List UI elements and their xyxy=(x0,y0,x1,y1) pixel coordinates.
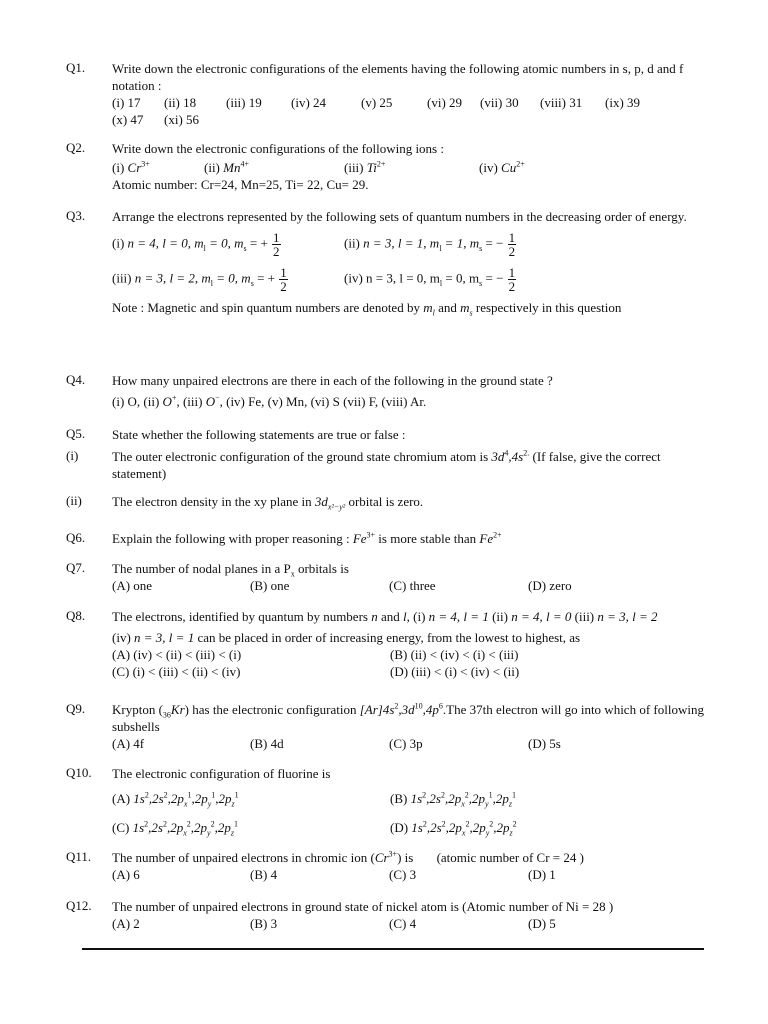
electron-count: 2 xyxy=(422,819,427,829)
question-10 xyxy=(66,765,706,836)
answer-list xyxy=(112,94,706,111)
fraction: $\frac{1}{2}$ xyxy=(508,265,516,294)
electron-count: 1 xyxy=(488,790,493,800)
orbital-term: ,2p xyxy=(190,820,208,835)
fraction: $\frac{1}{2}$ xyxy=(273,230,280,259)
question-number: Q2. xyxy=(66,140,86,155)
option[interactable]: (D) (iii) < (i) < (iv) < (ii) xyxy=(390,664,520,679)
electron-count: 2 xyxy=(512,819,517,829)
fraction: $\frac{1}{2}$ xyxy=(280,265,287,294)
question-4 xyxy=(66,372,706,410)
ion-item: (i) $Cr^{3+}$ xyxy=(112,159,150,175)
option[interactable]: (B) 3 xyxy=(250,916,278,931)
option-label: (B) xyxy=(390,791,411,806)
list-item: (ii) 18 xyxy=(164,95,197,110)
list-item: (x) 47 xyxy=(112,112,144,127)
options xyxy=(112,915,706,932)
orbital-term: ,2p xyxy=(445,820,462,835)
list-item: (vii) 30 xyxy=(480,95,519,110)
option[interactable]: (A) 4f xyxy=(112,736,145,751)
quantum-set: (iii) n = 3, l = 2, $m_l = 0$, $m_s$ = + $\frac{1}{2}$ xyxy=(112,265,287,294)
question-number: Q11. xyxy=(66,849,92,864)
orbital-subscript: x xyxy=(461,799,465,809)
option[interactable]: (D) 1 xyxy=(528,867,556,882)
orbital-term: ,2s xyxy=(426,820,442,835)
orbital-term: ,2p xyxy=(492,791,509,806)
electron-count: 1 xyxy=(187,790,192,800)
orbital-term: ,2p xyxy=(468,791,486,806)
option-label: (C) xyxy=(112,820,133,835)
species-list: (i) O, (ii) O+, (iii) O−, (iv) Fe, (v) Mn, (vi) S (vii) F, (viii) Ar. xyxy=(112,393,427,409)
orbital-term: ,2p xyxy=(444,791,462,806)
options xyxy=(112,646,706,663)
option[interactable] xyxy=(390,790,516,807)
option[interactable]: (D) zero xyxy=(528,578,572,593)
option[interactable]: (B) 4 xyxy=(250,867,278,882)
orbital-term: ,2p xyxy=(214,820,231,835)
option[interactable]: (A) one xyxy=(112,578,153,593)
question-11 xyxy=(66,849,706,883)
ion-item: (iii) $Ti^{2+}$ xyxy=(344,159,386,175)
electron-count: 2 xyxy=(464,790,469,800)
question-number: Q4. xyxy=(66,372,86,387)
question-2 xyxy=(66,140,706,193)
electron-count: 2 xyxy=(144,819,149,829)
question-text: How many unpaired electrons are there in each of the following in the ground state ? xyxy=(112,373,553,388)
list-item: (i) 17 xyxy=(112,95,141,110)
ion-item: (ii) $Mn^{4+}$ xyxy=(204,159,249,175)
electron-count: 1 xyxy=(211,790,216,800)
orbital-term: ,2s xyxy=(426,791,441,806)
option[interactable]: (D) 5s xyxy=(528,736,561,751)
question-text: State whether the following statements are true or false : xyxy=(112,427,406,442)
option[interactable]: (B) one xyxy=(250,578,290,593)
orbital-subscript: y xyxy=(485,799,489,809)
question-8: Q8. The electrons, identified by quantum by numbers n and l, (i) n = 4, l = 1 (ii) n = 4, l = 0 (iii) n = 3, l = 2 (iv) n = 3, l = 1 can be placed in order of increasing energy, from the lowest to highest, as (A) (iv) < (ii) < (iii) < (i) (B) (ii) < (iv) < (i) < (iii) (C) (i) < (iii) < (ii) < (iv) (D) (iii) < (i) < (iv) < (ii) xyxy=(66,608,706,680)
orbital-subscript: z xyxy=(230,828,234,838)
fraction: $\frac{1}{2}$ xyxy=(508,230,516,259)
option[interactable]: (A) (iv) < (ii) < (iii) < (i) xyxy=(112,647,242,662)
option[interactable]: (C) three xyxy=(389,578,436,593)
option[interactable]: (B) (ii) < (iv) < (i) < (iii) xyxy=(390,647,519,662)
question-number: Q1. xyxy=(66,60,86,75)
question-text: Krypton $(_{36}Kr)$ has the electronic configuration $[Ar]4s^2,3d^{10},4p^6.The$ 37th electron will go into which of following subshells xyxy=(112,701,704,734)
orbital-term: ,2p xyxy=(493,820,510,835)
option[interactable]: (D) 5 xyxy=(528,916,556,931)
orbital-term: ,2p xyxy=(166,820,184,835)
option[interactable] xyxy=(112,790,390,807)
list-item: (viii) 31 xyxy=(540,95,583,110)
orbital-term: ,2p xyxy=(469,820,486,835)
electron-count: 2 xyxy=(186,819,191,829)
options xyxy=(112,866,706,883)
orbital-term: ,2p xyxy=(167,791,184,806)
electron-count: 2 xyxy=(489,819,494,829)
option[interactable]: (B) 4d xyxy=(250,736,284,751)
options xyxy=(112,663,706,680)
options xyxy=(112,735,706,752)
orbital-subscript: x xyxy=(461,828,466,838)
question-number: Q10. xyxy=(66,765,92,780)
list-item: (iii) 19 xyxy=(226,95,262,110)
option[interactable]: (A) 2 xyxy=(112,916,140,931)
orbital-subscript: z xyxy=(231,799,235,809)
electron-count: 1 xyxy=(233,819,238,829)
question-text: The electronic configuration of fluorine is xyxy=(112,766,331,781)
orbital-subscript: y xyxy=(485,828,490,838)
list-item: (xi) 56 xyxy=(164,112,200,127)
orbital-term: ,2s xyxy=(148,820,163,835)
orbital-subscript: y xyxy=(207,799,212,809)
question-text: Write down the electronic configurations of the following ions : xyxy=(112,141,444,156)
electron-count: 2 xyxy=(440,790,445,800)
question-text: The electrons, identified by quantum by numbers n and l, (i) n = 4, l = 1 (ii) n = 4, l = 0 (iii) n = 3, l = 2 xyxy=(112,609,658,624)
question-5-item-i: (i) The outer electronic configuration of the ground state chromium atom is $3d^4,4s^{2.}$ (If false, give the correct statement) xyxy=(66,448,661,481)
orbital-subscript: z xyxy=(508,799,512,809)
electron-count: 2 xyxy=(465,819,470,829)
quantum-set: (iv) n = 3, l = 0, $m_l = 0$, $m_s$ = − $\frac{1}{2}$ xyxy=(344,265,516,294)
orbital-term: 1s xyxy=(133,791,145,806)
question-5-item-ii: (ii) The electron density in the xy plane in $3d_{x^2-y^2}$ orbital is zero. xyxy=(66,493,424,512)
orbital-term: ,2p xyxy=(215,791,232,806)
orbital-term: 1s xyxy=(410,791,423,806)
question-number: Q12. xyxy=(66,898,92,913)
question-5 xyxy=(66,426,706,443)
electron-count: 2 xyxy=(144,790,149,800)
option[interactable]: (A) 6 xyxy=(112,867,140,882)
question-text: The number of unpaired electrons in chromic ion $(Cr^{3+})$ is (atomic number of Cr = 24 ) xyxy=(112,849,584,865)
orbital-subscript: z xyxy=(509,828,513,838)
atomic-numbers: Atomic number: Cr=24, Mn=25, Ti= 22, Cu= 29. xyxy=(112,177,369,192)
list-item: (ix) 39 xyxy=(605,95,641,110)
orbital-term: ,2s xyxy=(148,791,164,806)
option[interactable]: (C) 4 xyxy=(389,916,417,931)
list-item: (v) 25 xyxy=(361,95,393,110)
bottom-rule xyxy=(82,948,704,950)
question-number: Q7. xyxy=(66,560,86,575)
list-item: (iv) 24 xyxy=(291,95,327,110)
question-9 xyxy=(66,701,706,752)
electron-count: 2 xyxy=(163,790,168,800)
question-3 xyxy=(66,208,706,316)
ion-item: (iv) $Cu^{2+}$ xyxy=(479,159,525,175)
electron-count: 2 xyxy=(210,819,215,829)
question-6: Q6. Explain the following with proper reasoning : $Fe^{3+}$ is more stable than $Fe^{2+}$ xyxy=(66,530,502,546)
option[interactable] xyxy=(390,819,517,836)
electron-count: 2 xyxy=(422,790,427,800)
orbital-subscript: x xyxy=(183,828,187,838)
options xyxy=(112,819,706,836)
question-number: Q8. xyxy=(66,608,86,623)
question-text: The number of nodal planes in a $P_x$ orbitals is xyxy=(112,561,349,579)
option[interactable]: (C) 3p xyxy=(389,736,423,751)
quantum-set: (i) n = 4, l = 0, $m_l = 0$, $m_s$ = + $\frac{1}{2}$ xyxy=(112,230,280,259)
options xyxy=(112,577,706,594)
orbital-term: ,2p xyxy=(191,791,208,806)
orbital-term: 1s xyxy=(411,820,423,835)
options xyxy=(112,790,706,807)
question-text: Write down the electronic configurations of the elements having the following atomic numbers in s, p, d and f notation : xyxy=(112,61,684,93)
question-number: Q5. xyxy=(66,426,86,441)
note: Note : Magnetic and spin quantum numbers are denoted by $m_l$ and $m_s$ respectively in this question xyxy=(112,300,622,318)
option[interactable] xyxy=(112,819,390,836)
option[interactable]: (C) 3 xyxy=(389,867,417,882)
electron-count: 2 xyxy=(441,819,446,829)
electron-count: 2 xyxy=(162,819,167,829)
orbital-subscript: y xyxy=(207,828,211,838)
question-text: The number of unpaired electrons in ground state of nickel atom is (Atomic number of Ni = 28 ) xyxy=(112,899,614,914)
question-text: Arrange the electrons represented by the following sets of quantum numbers in the decreasing order of energy. xyxy=(112,209,687,224)
question-7 xyxy=(66,560,706,594)
electron-count: 1 xyxy=(511,790,516,800)
question-number: Q3. xyxy=(66,208,86,223)
question-number: Q6. xyxy=(66,530,86,545)
question-12 xyxy=(66,898,706,932)
question-1 xyxy=(66,60,706,128)
option[interactable]: (C) (i) < (iii) < (ii) < (iv) xyxy=(112,664,241,679)
orbital-subscript: x xyxy=(183,799,188,809)
option-label: (A) xyxy=(112,791,134,806)
option-label: (D) xyxy=(390,820,412,835)
orbital-term: 1s xyxy=(132,820,145,835)
quantum-set: (ii) n = 3, l = 1, $m_l = 1$, $m_s$ = − $\frac{1}{2}$ xyxy=(344,230,516,259)
list-item: (vi) 29 xyxy=(427,95,463,110)
question-number: Q9. xyxy=(66,701,86,716)
electron-count: 1 xyxy=(234,790,239,800)
